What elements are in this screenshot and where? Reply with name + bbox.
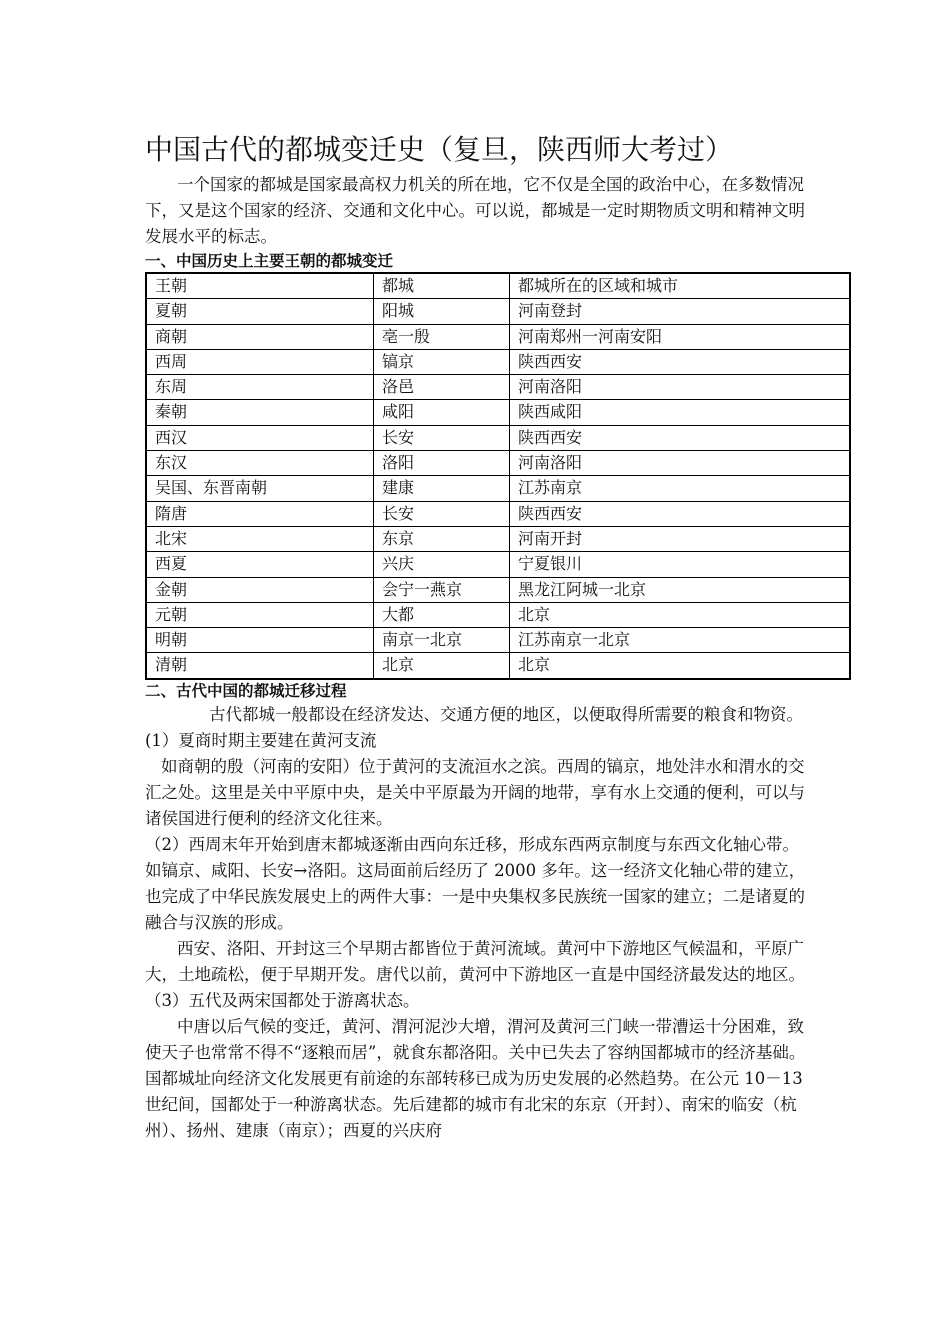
cell-capital: 咸阳 xyxy=(374,400,510,425)
cell-location: 河南郑州一河南安阳 xyxy=(510,324,851,349)
section2-paragraph-7: 中唐以后气候的变迁，黄河、渭河泥沙大增，渭河及黄河三门峡一带漕运十分困难，致使天子也常常不得不“逐粮而居”，就食东都洛阳。关中已失去了容纳国都城市的经济基础。国都城址向经济文化发展更有前途的东部转移已成为历史发展的必然趋势。在公元 10－13 世纪间，国都处于一种游离状态。先后建都的城市有北宋的东京（开封）、南宋的临安（杭州）、扬州、建康（南京）；西夏的兴庆府 xyxy=(145,1016,806,1140)
cell-capital: 东京 xyxy=(374,526,510,551)
cell-dynasty: 吴国、东晋南朝 xyxy=(146,476,374,501)
table-row xyxy=(146,425,850,450)
cell-capital: 洛邑 xyxy=(374,375,510,400)
section2-paragraph-1: 古代都城一般都设在经济发达、交通方便的地区，以便取得所需要的粮食和物资。 xyxy=(209,704,803,724)
cell-location: 江苏南京 xyxy=(510,476,851,501)
cell-location: 陕西咸阳 xyxy=(510,400,851,425)
header-cell-capital: 都城 xyxy=(374,273,510,299)
section2-paragraph-6: （3）五代及两宋国都处于游离状态。 xyxy=(145,990,420,1010)
cell-dynasty: 西汉 xyxy=(146,425,374,450)
cell-capital: 长安 xyxy=(374,425,510,450)
cell-location: 陕西西安 xyxy=(510,501,851,526)
table-row xyxy=(146,476,850,501)
cell-capital: 会宁一燕京 xyxy=(374,577,510,602)
table-row xyxy=(146,400,850,425)
table-row xyxy=(146,602,850,627)
document-title: 中国古代的都城变迁史（复旦，陕西师大考过） xyxy=(145,133,734,166)
header-cell-dynasty: 王朝 xyxy=(146,273,374,299)
cell-dynasty: 北宋 xyxy=(146,526,374,551)
cell-location: 黑龙江阿城一北京 xyxy=(510,577,851,602)
cell-dynasty: 西夏 xyxy=(146,552,374,577)
cell-dynasty: 明朝 xyxy=(146,628,374,653)
cell-location: 河南洛阳 xyxy=(510,375,851,400)
cell-dynasty: 东汉 xyxy=(146,451,374,476)
cell-capital: 兴庆 xyxy=(374,552,510,577)
cell-capital: 阳城 xyxy=(374,299,510,324)
cell-capital: 长安 xyxy=(374,501,510,526)
table-header-row xyxy=(146,273,850,299)
cell-capital: 南京一北京 xyxy=(374,628,510,653)
cell-capital: 北京 xyxy=(374,653,510,679)
table-row xyxy=(146,526,850,551)
cell-location: 江苏南京一北京 xyxy=(510,628,851,653)
cell-location: 陕西西安 xyxy=(510,349,851,374)
table-row xyxy=(146,577,850,602)
section2-paragraph-4: （2）西周末年开始到唐末都城逐渐由西向东迁移，形成东西两京制度与东西文化轴心带。如镐京、咸阳、长安→洛阳。这局面前后经历了 2000 多年。这一经济文化轴心带的建立，也完成了中华民族发展史上的两件大事：一是中央集权多民族统一国家的建立；二是诸夏的融合与汉族的形成。 xyxy=(145,834,806,932)
document-page xyxy=(145,128,815,1144)
section2-paragraph-5: 西安、洛阳、开封这三个早期古都皆位于黄河流域。黄河中下游地区气候温和，平原广大，土地疏松，便于早期开发。唐代以前，黄河中下游地区一直是中国经济最发达的地区。 xyxy=(145,938,805,984)
cell-location: 陕西西安 xyxy=(510,425,851,450)
table-row xyxy=(146,653,850,679)
cell-location: 宁夏银川 xyxy=(510,552,851,577)
intro-paragraph: 一个国家的都城是国家最高权力机关的所在地，它不仅是全国的政治中心，在多数情况下，又是这个国家的经济、交通和文化中心。可以说，都城是一定时期物质文明和精神文明发展水平的标志。 xyxy=(145,175,805,246)
cell-dynasty: 西周 xyxy=(146,349,374,374)
capital-table xyxy=(145,272,851,680)
table-row xyxy=(146,375,850,400)
cell-dynasty: 清朝 xyxy=(146,653,374,679)
section2-paragraph-2: (1）夏商时期主要建在黄河支流 xyxy=(145,730,377,750)
cell-dynasty: 元朝 xyxy=(146,602,374,627)
cell-location: 河南开封 xyxy=(510,526,851,551)
table-row xyxy=(146,299,850,324)
cell-dynasty: 秦朝 xyxy=(146,400,374,425)
cell-location: 河南登封 xyxy=(510,299,851,324)
cell-location: 北京 xyxy=(510,602,851,627)
cell-capital: 建康 xyxy=(374,476,510,501)
table-row xyxy=(146,628,850,653)
table-row xyxy=(146,451,850,476)
table-row xyxy=(146,324,850,349)
cell-dynasty: 东周 xyxy=(146,375,374,400)
cell-location: 河南洛阳 xyxy=(510,451,851,476)
cell-capital: 亳一殷 xyxy=(374,324,510,349)
table-row xyxy=(146,501,850,526)
cell-capital: 大都 xyxy=(374,602,510,627)
section2-paragraph-3: 如商朝的殷（河南的安阳）位于黄河的支流洹水之滨。西周的镐京，地处沣水和渭水的交汇之处。这里是关中平原中央，是关中平原最为开阔的地带，享有水上交通的便利，可以与诸侯国进行便利的经济文化往来。 xyxy=(145,756,805,828)
cell-dynasty: 商朝 xyxy=(146,324,374,349)
cell-dynasty: 金朝 xyxy=(146,577,374,602)
cell-dynasty: 夏朝 xyxy=(146,299,374,324)
cell-capital: 镐京 xyxy=(374,349,510,374)
cell-dynasty: 隋唐 xyxy=(146,501,374,526)
table-row xyxy=(146,552,850,577)
table-row xyxy=(146,349,850,374)
header-cell-location: 都城所在的区域和城市 xyxy=(510,273,851,299)
cell-location: 北京 xyxy=(510,653,851,679)
cell-capital: 洛阳 xyxy=(374,451,510,476)
section1-heading: 一、中国历史上主要王朝的都城变迁 xyxy=(145,252,394,270)
section2-heading: 二、古代中国的都城迁移过程 xyxy=(145,681,347,700)
